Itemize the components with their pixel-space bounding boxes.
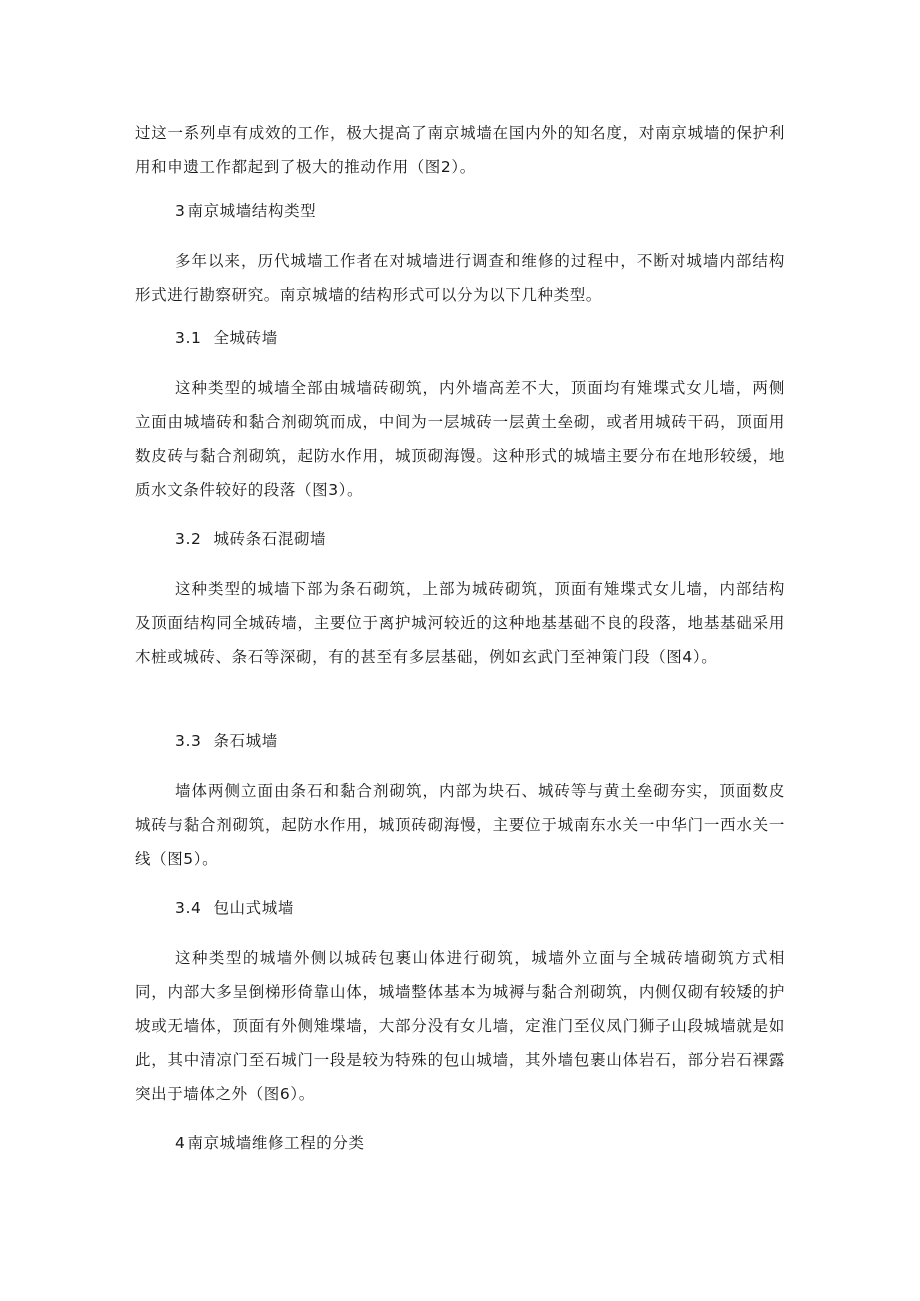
section-heading-3-4 [175,891,294,925]
section-number: 3 [175,202,186,220]
section-number: 3.3 [175,732,202,750]
section-number: 4 [175,1134,186,1152]
section-heading-3-1 [175,321,278,355]
section-title: 全城砖墙 [213,329,278,347]
paragraph-intro: 过这一系列卓有成效的工作，极大提高了南京城墙在国内外的知名度，对南京城墙的保护利用和申遗工作都起到了极大的推动作用（图2）。 [135,124,785,176]
paragraph-section-3-1: 这种类型的城墙全部由城墙砖砌筑，内外墙高差不大，顶面均有雉堞式女儿墙，两侧立面由城墙砖和黏合剂砌筑而成，中间为一层城砖一层黄土垒砌，或者用城砖干码，顶面用数皮砖与黏合剂砌筑，起防水作用，城顶砌海馒。这种形式的城墙主要分布在地形较缓，地质水文条件较好的段落（图3）。 [135,379,785,499]
section-heading-3-3 [175,724,278,758]
section-heading-3 [175,194,316,228]
paragraph-section-3-4: 这种类型的城墙外侧以城砖包裹山体进行砌筑，城墙外立面与全城砖墙砌筑方式相同，内部大多呈倒梯形倚靠山体，城墙整体基本为城褥与黏合剂砌筑，内侧仅砌有较矮的护坡或无墙体，顶面有外侧雉堞墙，大部分没有女儿墙，定淮门至仪凤门狮子山段城墙就是如此，其中清凉门至石城门一段是较为特殊的包山城墙，其外墙包裹山体岩石，部分岩石裸露突出于墙体之外（图6）。 [135,949,785,1103]
section-number: 3.4 [175,899,202,917]
section-title: 南京城墙维修工程的分类 [187,1134,365,1152]
section-number: 3.1 [175,329,202,347]
section-number: 3.2 [175,530,202,548]
section-title: 条石城墙 [213,732,278,750]
paragraph-section-3: 多年以来，历代城墙工作者在对城墙进行调查和维修的过程中，不断对城墙内部结构形式进行勘察研究。南京城墙的结构形式可以分为以下几种类型。 [135,252,785,304]
section-title: 包山式城墙 [213,899,294,917]
section-title: 南京城墙结构类型 [187,202,317,220]
section-title: 城砖条石混砌墙 [213,530,327,548]
section-heading-4 [175,1126,365,1160]
paragraph-section-3-3: 墙体两侧立面由条石和黏合剂砌筑，内部为块石、城砖等与黄土垒砌夯实，顶面数皮城砖与黏合剂砌筑，起防水作用，城顶砖砌海慢，主要位于城南东水关一中华门一西水关一线（图5）。 [135,782,785,868]
section-heading-3-2 [175,522,326,556]
paragraph-section-3-2: 这种类型的城墙下部为条石砌筑，上部为城砖砌筑，顶面有雉堞式女儿墙，内部结构及顶面结构同全城砖墙，主要位于离护城河较近的这种地基基础不良的段落，地基基础采用木桩或城砖、条石等深砌，有的甚至有多层基础，例如玄武门至神策门段（图4）。 [135,580,785,666]
